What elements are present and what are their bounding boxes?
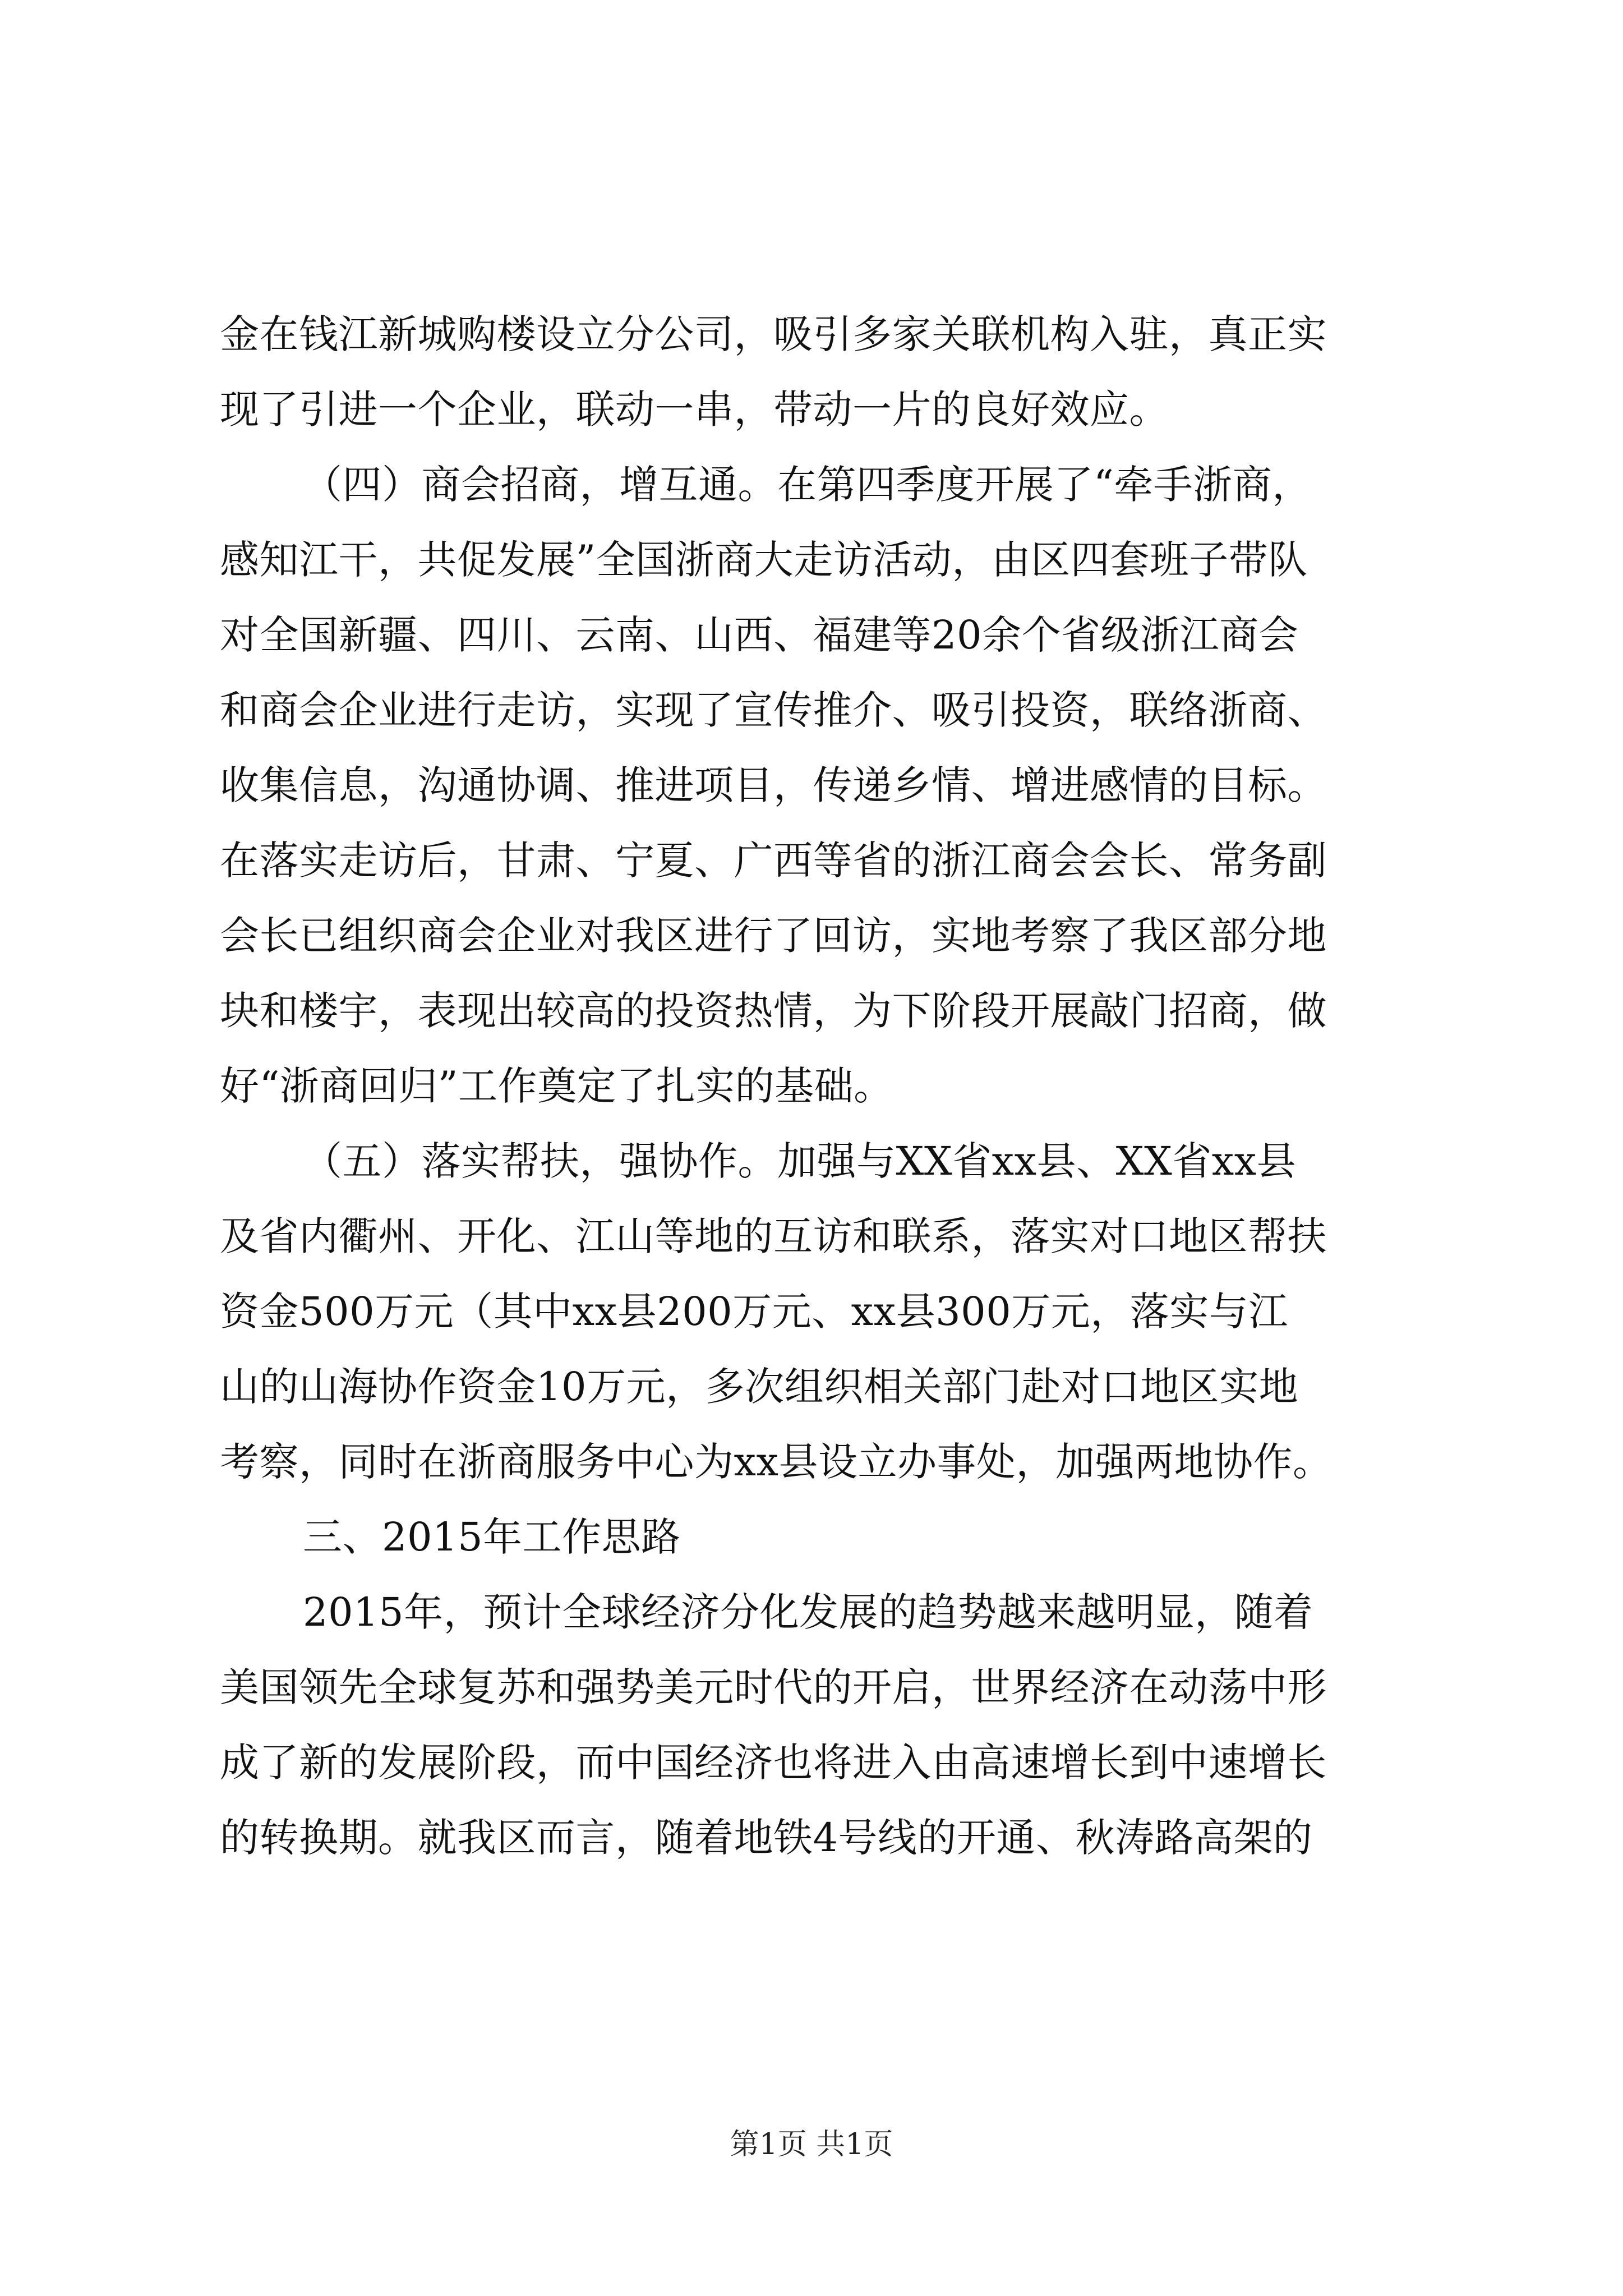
text-line: 考察，同时在浙商服务中心为xx县设立办事处，加强两地协作。 — [220, 1439, 1332, 1485]
text-line: 资金500万元（其中xx县200万元、xx县300万元，落实与江 — [220, 1289, 1288, 1335]
text-line: 成了新的发展阶段，而中国经济也将进入由高速增长到中速增长 — [220, 1740, 1327, 1786]
text-line: 美国领先全球复苏和强势美元时代的开启，世界经济在动荡中形 — [220, 1664, 1327, 1710]
text-line: 感知江干，共促发展”全国浙商大走访活动，由区四套班子带队 — [220, 537, 1308, 583]
text-line: 块和楼宇，表现出较高的投资热情，为下阶段开展敲门招商，做 — [220, 988, 1327, 1034]
text-line: 山的山海协作资金10万元，多次组织相关部门赴对口地区实地 — [220, 1364, 1299, 1410]
text-line: 及省内衢州、开化、江山等地的互访和联系，落实对口地区帮扶 — [220, 1213, 1327, 1259]
text-line: 收集信息，沟通协调、推进项目，传递乡情、增进感情的目标。 — [220, 762, 1327, 808]
text-line: 会长已组织商会企业对我区进行了回访，实地考察了我区部分地 — [220, 913, 1327, 959]
section-heading-three: 三、2015年工作思路 — [303, 1514, 681, 1560]
text-line: 的转换期。就我区而言，随着地铁4号线的开通、秋涛路高架的 — [220, 1815, 1313, 1861]
text-line: 好“浙商回归”工作奠定了扎实的基础。 — [220, 1063, 893, 1109]
paragraph-heading-four: （四）商会招商，增互通。在第四季度开展了“牵手浙商， — [303, 462, 1312, 508]
text-line: 和商会企业进行走访，实现了宣传推介、吸引投资，联络浙商、 — [220, 687, 1327, 733]
page-footer: 第1页 共1页 — [730, 2128, 893, 2161]
text-line: 金在钱江新城购楼设立分公司，吸引多家关联机构入驻，真正实 — [220, 311, 1327, 357]
text-line: 对全国新疆、四川、云南、山西、福建等20余个省级浙江商会 — [220, 612, 1299, 658]
paragraph-heading-five: （五）落实帮扶，强协作。加强与XX省xx县、XX省xx县 — [303, 1138, 1297, 1184]
text-line: 现了引进一个企业，联动一串，带动一片的良好效应。 — [220, 386, 1169, 432]
text-line: 在落实走访后，甘肃、宁夏、广西等省的浙江商会会长、常务副 — [220, 838, 1327, 884]
text-line: 2015年，预计全球经济分化发展的趋势越来越明显，随着 — [303, 1589, 1313, 1635]
